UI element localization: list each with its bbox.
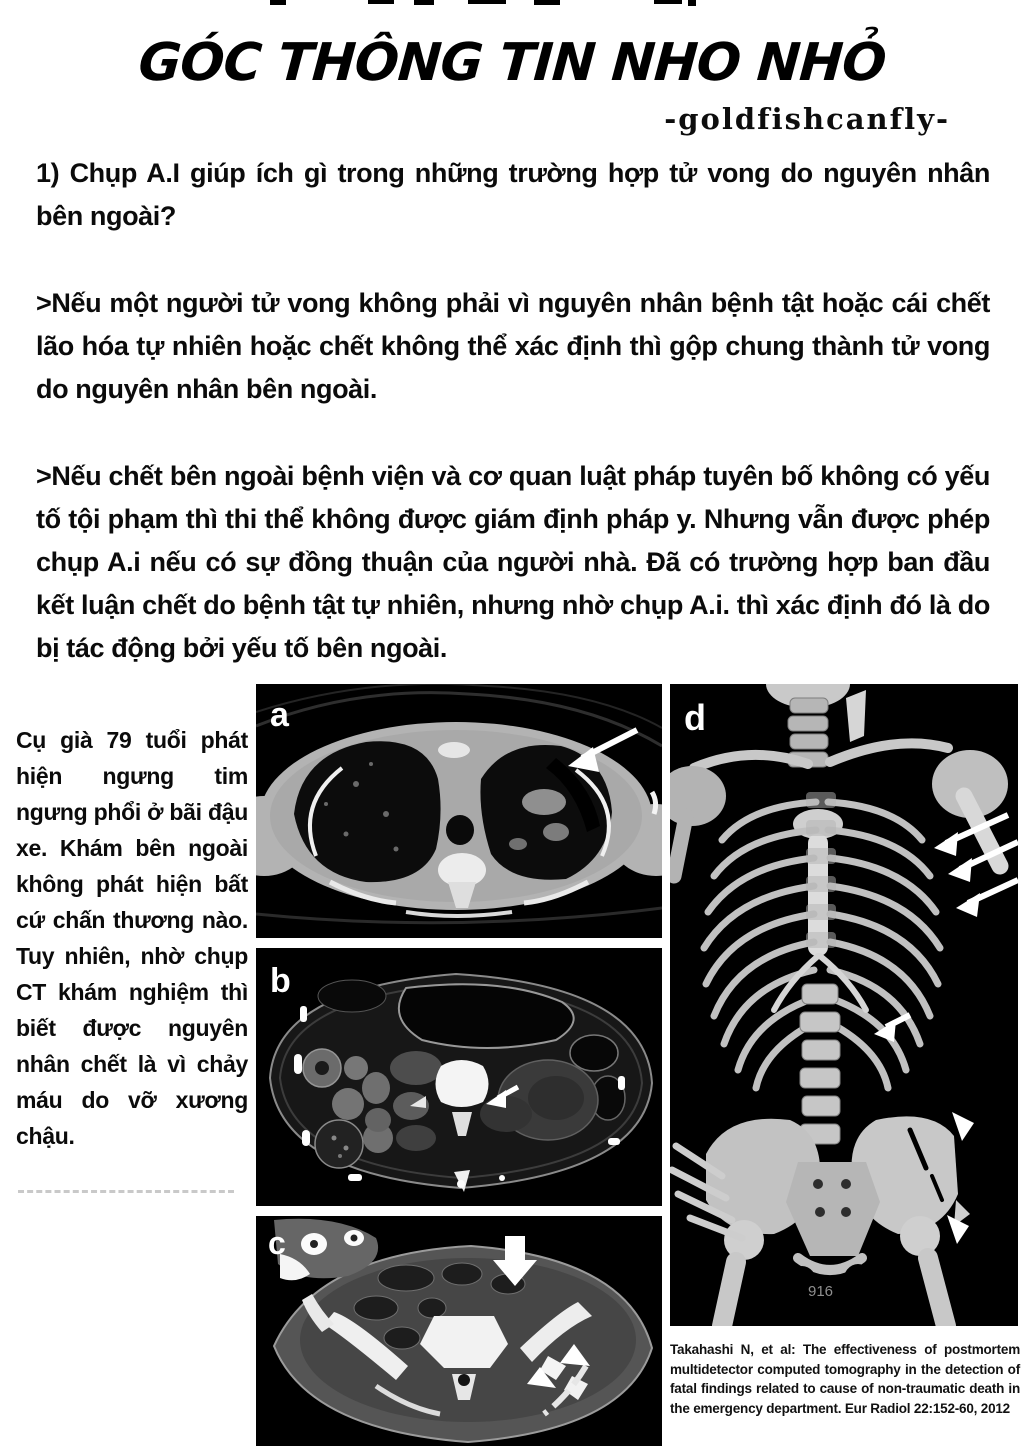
panel-b-label: b [270, 962, 291, 1000]
ct-panel-c-pelvis-axial [256, 1216, 662, 1446]
torn-edge-marks [0, 0, 1024, 10]
page-title: GÓC THÔNG TIN NHO NHỎ [136, 33, 888, 93]
external-death-definition-paragraph: >Nếu một người tử vong không phải vì nguyên nhân bệnh tật hoặc cái chết lão hóa tự nhiên hoặc chết không thể xác định thì gộp chung thành tử vong do nguyên nhân bên ngoài. [36, 288, 990, 404]
panel-d-label: d [684, 697, 706, 738]
ct-panel-a-chest-axial [256, 684, 662, 938]
case-description: Cụ già 79 tuổi phát hiện ngưng tim ngưng phổi ở bãi đậu xe. Khám bên ngoài không phát hiện bất cứ chấn thương nào. Tuy nhiên, nhờ chụp CT khám nghiệm thì biết được nguyên nhân chết là vì chảy máu do vỡ xương chậu. [16, 727, 248, 1149]
ct-panel-d-3d-skeleton [670, 684, 1018, 1326]
panel-c-label: c [268, 1225, 286, 1261]
question-paragraph: 1) Chụp A.I giúp ích gì trong những trường hợp tử vong do nguyên nhân bên ngoài? [36, 158, 990, 231]
intro-text-block [36, 152, 990, 714]
panel-a-label: a [270, 696, 289, 734]
legal-ai-scan-paragraph: >Nếu chết bên ngoài bệnh viện và cơ quan luật pháp tuyên bố không có yếu tố tội phạm thì thi thể không được giám định pháp y. Nhưng vẫn được phép chụp A.i nếu có sự đồng thuận của người nhà. Đã có trường hợp ban đầu kết luận chết do bệnh tật tự nhiên, nhưng nhờ chụp A.i. thì xác định đó là do bị tác động bởi yếu tố bên ngoài. [36, 461, 990, 663]
credit-byline: -goldfishcanfly- [664, 102, 950, 136]
ct-panel-b-abdomen-axial [256, 948, 662, 1206]
scan-number: 916 [808, 1283, 834, 1300]
faded-dashed-line [18, 1190, 234, 1193]
citation-reference: Takahashi N, et al: The effectiveness of postmortem multidetector computed tomography in the detection of fatal findings related to cause of non-traumatic death in the emergency department. Eur Radiol 22:152-60, 2012 [670, 1342, 1020, 1416]
